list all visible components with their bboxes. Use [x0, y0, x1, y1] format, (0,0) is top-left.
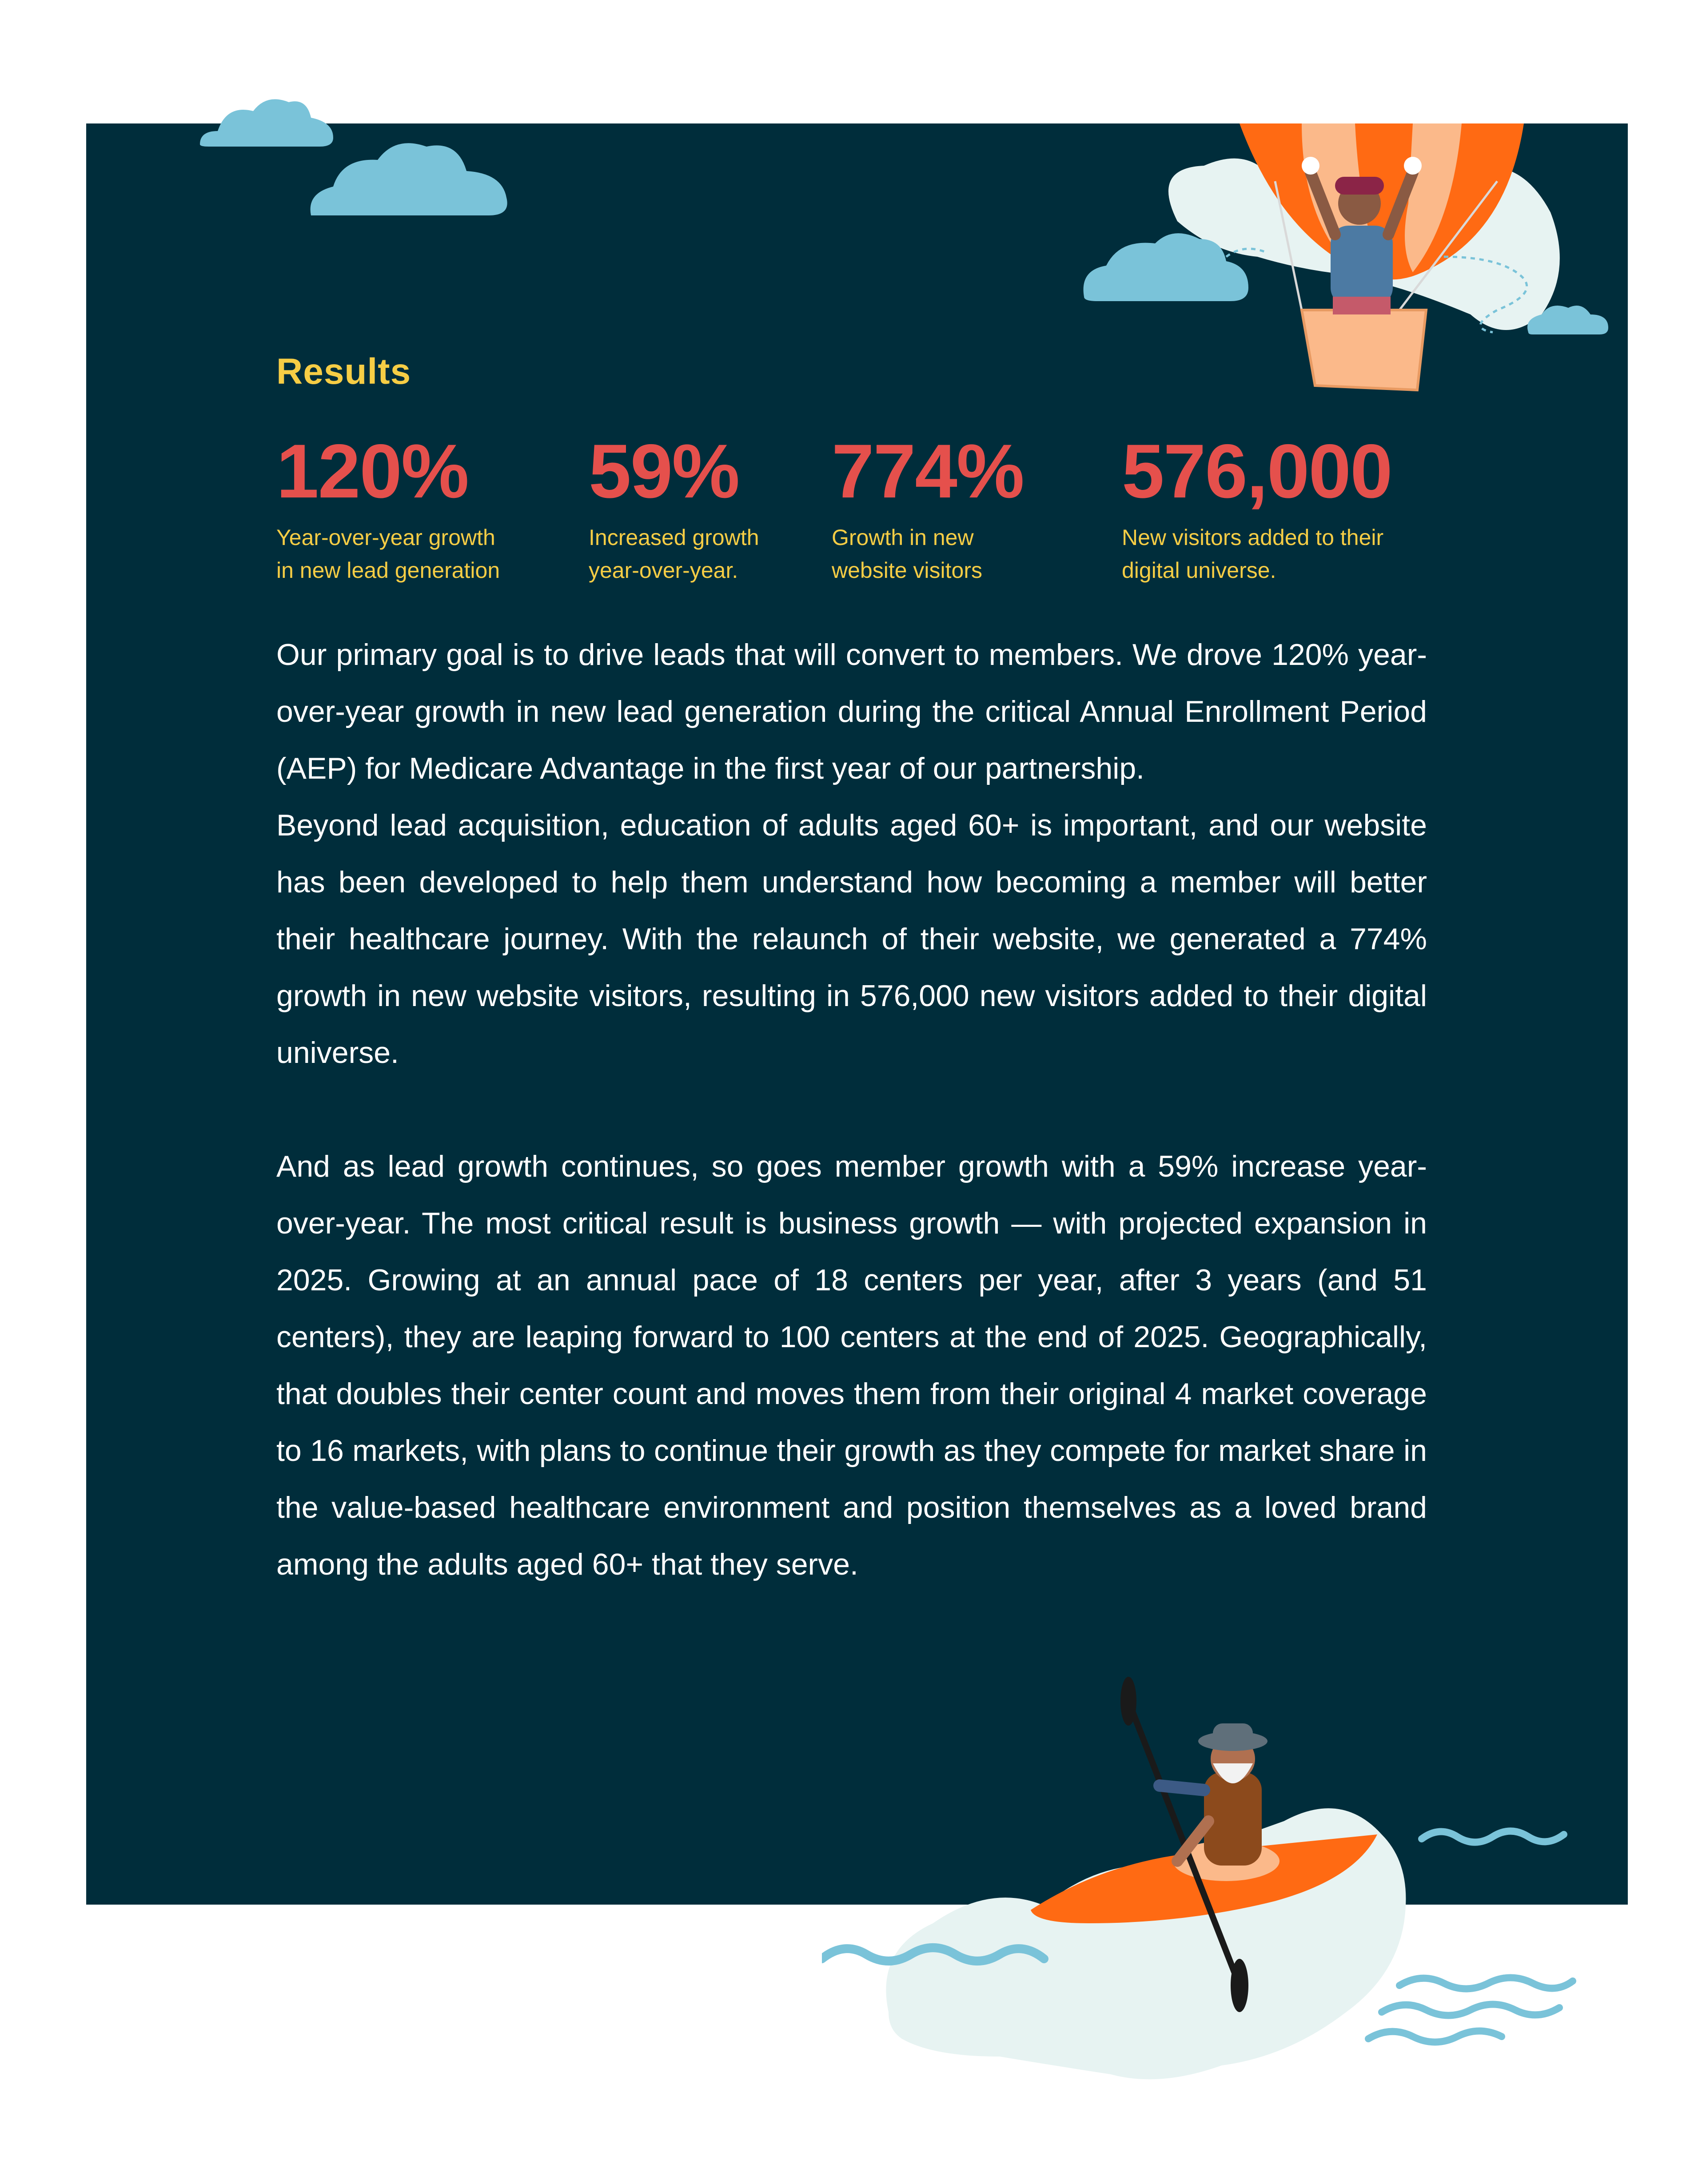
kayak-illustration — [822, 1675, 1595, 2119]
stat-description: New visitors added to their digital universe. — [1122, 525, 1384, 583]
paragraph-growth: And as lead growth continues, so goes member growth with a 59% increase year-over-year. The most critical result is business growth — with projected expansion in 2025. Growing at an annual pace of 18 centers per year, after 3 years (and 51 centers), they are leaping forward to 100 centers at the end of 2025. Geographically, that doubles their center count and moves them from their original 4 market coverage to 16 markets, with plans to continue their growth as they compete for market share in the value-based healthcare environment and position themselves as a loved brand among the adults aged 60+ that they serve. — [276, 1150, 1427, 1581]
stat-website-visitors — [832, 429, 1024, 587]
paragraph-education: Beyond lead acquisition, education of adults aged 60+ is important, and our website has been developed to help them understand how becoming a member will better their healthcare journey. With the relaunch of their website, we generated a 774% growth in new website visitors, resulting in 576,000 new visitors added to their digital universe. — [276, 808, 1427, 1070]
stat-lead-growth — [276, 429, 500, 587]
stat-value: 774% — [832, 429, 1024, 514]
stat-value: 120% — [276, 429, 468, 514]
stat-new-visitors — [1122, 429, 1392, 587]
stat-value: 576,000 — [1122, 429, 1392, 514]
stat-value: 59% — [589, 429, 739, 514]
hot-air-balloon-illustration — [1071, 123, 1617, 399]
stat-description: Year-over-year growth in new lead generation — [276, 525, 500, 583]
stat-description: Increased growth year-over-year. — [589, 525, 759, 583]
paragraph-goal: Our primary goal is to drive leads that will convert to members. We drove 120% year-over-year growth in new lead generation during the critical Annual Enrollment Period (AEP) for Medicare Advantage in the first year of our partnership. — [276, 638, 1427, 785]
clouds-top-left-illustration — [195, 87, 524, 224]
stat-growth-yoy — [589, 429, 759, 587]
body-copy — [276, 626, 1427, 1593]
stat-description: Growth in new website visitors — [832, 525, 982, 583]
results-heading: Results — [276, 351, 411, 392]
